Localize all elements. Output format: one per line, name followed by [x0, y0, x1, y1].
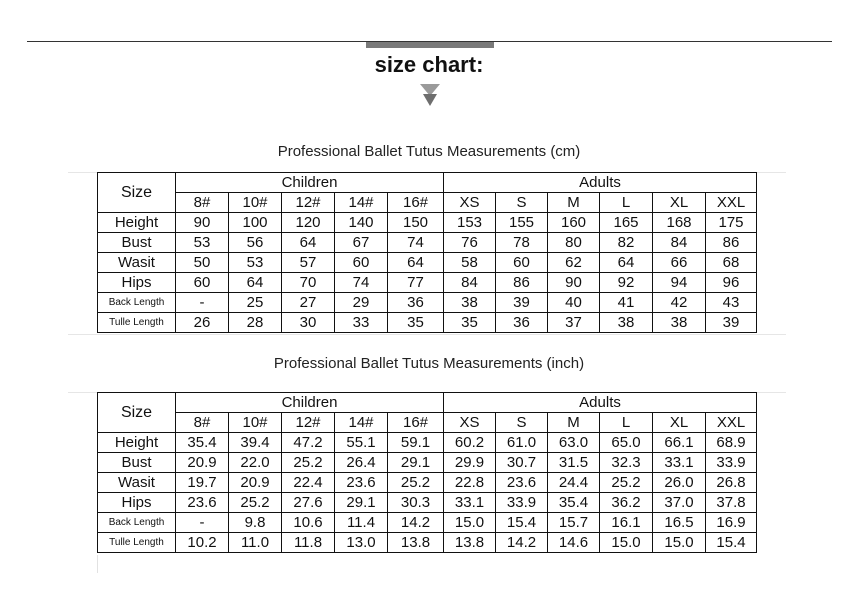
- row-label: Wasit: [98, 473, 176, 493]
- table-cell: 30.7: [496, 453, 548, 473]
- sizes-row: [98, 193, 757, 213]
- table-row: [98, 493, 757, 513]
- table-cell: 70: [282, 273, 335, 293]
- table-cell: 60: [176, 273, 229, 293]
- table-cell: 25.2: [282, 453, 335, 473]
- table-cell: 22.8: [444, 473, 496, 493]
- table-cell: 23.6: [335, 473, 388, 493]
- table-cell: 29.1: [335, 493, 388, 513]
- table-row: [98, 213, 757, 233]
- table-cell: 30: [282, 313, 335, 333]
- size-column-header: 10#: [229, 413, 282, 433]
- table-cell: 65.0: [600, 433, 653, 453]
- table-row: [98, 293, 757, 313]
- table-cell: 90: [176, 213, 229, 233]
- table-cell: 33.1: [653, 453, 706, 473]
- table-cell: 29.1: [388, 453, 444, 473]
- table-cell: 11.8: [282, 533, 335, 553]
- sheet-gridline: [68, 334, 786, 335]
- table-cell: 120: [282, 213, 335, 233]
- adults-group-header: Adults: [444, 173, 757, 193]
- table-cell: 38: [653, 313, 706, 333]
- row-label: Bust: [98, 453, 176, 473]
- table-cell: 82: [600, 233, 653, 253]
- down-arrow-icon: [419, 84, 441, 108]
- table-cell: 15.4: [496, 513, 548, 533]
- table-cell: 64: [282, 233, 335, 253]
- table-cell: 27.6: [282, 493, 335, 513]
- table-cell: 15.0: [653, 533, 706, 553]
- table-cell: 41: [600, 293, 653, 313]
- table-cell: 53: [229, 253, 282, 273]
- table-row: [98, 433, 757, 453]
- size-table-cm: [97, 172, 757, 333]
- table-cell: 39: [706, 313, 757, 333]
- table-cell: 26.4: [335, 453, 388, 473]
- table-cell: 33.1: [444, 493, 496, 513]
- table-cell: 36: [496, 313, 548, 333]
- table-cell: 66: [653, 253, 706, 273]
- table-cell: 13.0: [335, 533, 388, 553]
- table-cell: 80: [548, 233, 600, 253]
- table-cell: 39.4: [229, 433, 282, 453]
- table-cell: 86: [706, 233, 757, 253]
- size-column-header: L: [600, 413, 653, 433]
- table-cell: 78: [496, 233, 548, 253]
- table-cell: 86: [496, 273, 548, 293]
- size-column-header: M: [548, 413, 600, 433]
- adults-group-header: Adults: [444, 393, 757, 413]
- row-label: Back Length: [98, 513, 176, 533]
- table-cell: 24.4: [548, 473, 600, 493]
- table-cell: 19.7: [176, 473, 229, 493]
- size-header: Size: [98, 393, 176, 433]
- table-cell: 50: [176, 253, 229, 273]
- table-cell: 25.2: [388, 473, 444, 493]
- size-column-header: 10#: [229, 193, 282, 213]
- row-label: Hips: [98, 493, 176, 513]
- row-label: Hips: [98, 273, 176, 293]
- table-cell: 11.4: [335, 513, 388, 533]
- table-cell: 43: [706, 293, 757, 313]
- table-cell: 30.3: [388, 493, 444, 513]
- table-cell: 59.1: [388, 433, 444, 453]
- table-cell: 29: [335, 293, 388, 313]
- table-cell: 42: [653, 293, 706, 313]
- table-cell: 39: [496, 293, 548, 313]
- size-column-header: M: [548, 193, 600, 213]
- table-row: [98, 313, 757, 333]
- table-cell: 90: [548, 273, 600, 293]
- title-accent-bar: [366, 42, 494, 48]
- children-group-header: Children: [176, 393, 444, 413]
- table-cell: 14.6: [548, 533, 600, 553]
- table-cell: 57: [282, 253, 335, 273]
- table-cell: 15.0: [444, 513, 496, 533]
- row-label: Tulle Length: [98, 313, 176, 333]
- table-cell: 11.0: [229, 533, 282, 553]
- table-caption-inch: Professional Ballet Tutus Measurements (inch): [273, 355, 585, 372]
- table-cell: 25.2: [600, 473, 653, 493]
- header-row: [98, 393, 757, 413]
- table-cell: 25.2: [229, 493, 282, 513]
- sizes-row: [98, 413, 757, 433]
- table-cell: 64: [600, 253, 653, 273]
- row-label: Tulle Length: [98, 533, 176, 553]
- table-cell: 35: [388, 313, 444, 333]
- table-cell: 14.2: [388, 513, 444, 533]
- table-cell: 153: [444, 213, 496, 233]
- table-cell: 160: [548, 213, 600, 233]
- table-cell: 15.0: [600, 533, 653, 553]
- table-cell: 60: [335, 253, 388, 273]
- table-cell: 74: [335, 273, 388, 293]
- table-row: [98, 513, 757, 533]
- table-cell: 37.0: [653, 493, 706, 513]
- table-cell: 31.5: [548, 453, 600, 473]
- table-cell: 96: [706, 273, 757, 293]
- size-column-header: XL: [653, 193, 706, 213]
- table-cell: 15.7: [548, 513, 600, 533]
- table-cell: 140: [335, 213, 388, 233]
- size-column-header: 16#: [388, 193, 444, 213]
- table-cell: 20.9: [229, 473, 282, 493]
- table-cell: 23.6: [176, 493, 229, 513]
- table-cell: 100: [229, 213, 282, 233]
- table-cell: 10.2: [176, 533, 229, 553]
- table-cell: 56: [229, 233, 282, 253]
- table-cell: 32.3: [600, 453, 653, 473]
- table-cell: 15.4: [706, 533, 757, 553]
- table-cell: 84: [653, 233, 706, 253]
- table-cell: 150: [388, 213, 444, 233]
- size-column-header: XXL: [706, 413, 757, 433]
- table-cell: 35.4: [176, 433, 229, 453]
- table-cell: 155: [496, 213, 548, 233]
- table-row: [98, 233, 757, 253]
- table-cell: 67: [335, 233, 388, 253]
- header-row: [98, 173, 757, 193]
- table-cell: 68: [706, 253, 757, 273]
- table-cell: 64: [229, 273, 282, 293]
- size-column-header: L: [600, 193, 653, 213]
- table-cell: 40: [548, 293, 600, 313]
- page-title: size chart:: [374, 52, 484, 77]
- table-cell: 92: [600, 273, 653, 293]
- table-cell: 26.0: [653, 473, 706, 493]
- table-cell: 16.5: [653, 513, 706, 533]
- size-column-header: 12#: [282, 413, 335, 433]
- table-cell: 28: [229, 313, 282, 333]
- table-row: [98, 453, 757, 473]
- table-cell: 38: [444, 293, 496, 313]
- table-cell: 53: [176, 233, 229, 253]
- table-cell: 58: [444, 253, 496, 273]
- size-column-header: XS: [444, 193, 496, 213]
- row-label: Height: [98, 433, 176, 453]
- row-label: Back Length: [98, 293, 176, 313]
- table-cell: 9.8: [229, 513, 282, 533]
- table-row: [98, 253, 757, 273]
- table-cell: 22.0: [229, 453, 282, 473]
- table-cell: 60: [496, 253, 548, 273]
- row-label: Height: [98, 213, 176, 233]
- table-row: [98, 473, 757, 493]
- table-row: [98, 273, 757, 293]
- table-cell: 10.6: [282, 513, 335, 533]
- size-column-header: XXL: [706, 193, 757, 213]
- table-cell: 47.2: [282, 433, 335, 453]
- table-cell: 168: [653, 213, 706, 233]
- size-table-inch: [97, 392, 757, 553]
- table-cell: 63.0: [548, 433, 600, 453]
- size-header: Size: [98, 173, 176, 213]
- table-cell: 38: [600, 313, 653, 333]
- table-cell: 13.8: [388, 533, 444, 553]
- table-cell: 66.1: [653, 433, 706, 453]
- size-column-header: XS: [444, 413, 496, 433]
- size-column-header: 14#: [335, 413, 388, 433]
- table-cell: 165: [600, 213, 653, 233]
- size-column-header: S: [496, 413, 548, 433]
- table-cell: 37: [548, 313, 600, 333]
- table-cell: 23.6: [496, 473, 548, 493]
- size-column-header: XL: [653, 413, 706, 433]
- table-cell: 36.2: [600, 493, 653, 513]
- table-cell: 36: [388, 293, 444, 313]
- table-cell: 61.0: [496, 433, 548, 453]
- table-cell: 62: [548, 253, 600, 273]
- table-cell: 13.8: [444, 533, 496, 553]
- row-label: Bust: [98, 233, 176, 253]
- table-cell: 60.2: [444, 433, 496, 453]
- table-cell: 29.9: [444, 453, 496, 473]
- table-cell: -: [176, 513, 229, 533]
- size-column-header: 8#: [176, 413, 229, 433]
- table-cell: 14.2: [496, 533, 548, 553]
- table-cell: 35.4: [548, 493, 600, 513]
- table-cell: 55.1: [335, 433, 388, 453]
- table-cell: 33.9: [496, 493, 548, 513]
- table-cell: 20.9: [176, 453, 229, 473]
- table-cell: 22.4: [282, 473, 335, 493]
- table-cell: 33: [335, 313, 388, 333]
- size-column-header: 12#: [282, 193, 335, 213]
- table-cell: 35: [444, 313, 496, 333]
- table-cell: 26: [176, 313, 229, 333]
- table-cell: 26.8: [706, 473, 757, 493]
- table-cell: 16.1: [600, 513, 653, 533]
- row-label: Wasit: [98, 253, 176, 273]
- size-column-header: 14#: [335, 193, 388, 213]
- size-column-header: 16#: [388, 413, 444, 433]
- table-cell: 16.9: [706, 513, 757, 533]
- table-caption-cm: Professional Ballet Tutus Measurements (cm): [277, 143, 581, 160]
- table-cell: 68.9: [706, 433, 757, 453]
- table-cell: 74: [388, 233, 444, 253]
- children-group-header: Children: [176, 173, 444, 193]
- table-cell: 25: [229, 293, 282, 313]
- table-cell: 77: [388, 273, 444, 293]
- table-cell: 27: [282, 293, 335, 313]
- table-row: [98, 533, 757, 553]
- size-column-header: 8#: [176, 193, 229, 213]
- table-cell: 76: [444, 233, 496, 253]
- table-cell: 64: [388, 253, 444, 273]
- table-cell: 94: [653, 273, 706, 293]
- sheet-gridline: [97, 555, 98, 573]
- table-cell: 84: [444, 273, 496, 293]
- table-cell: 37.8: [706, 493, 757, 513]
- table-cell: 175: [706, 213, 757, 233]
- table-cell: -: [176, 293, 229, 313]
- size-column-header: S: [496, 193, 548, 213]
- table-cell: 33.9: [706, 453, 757, 473]
